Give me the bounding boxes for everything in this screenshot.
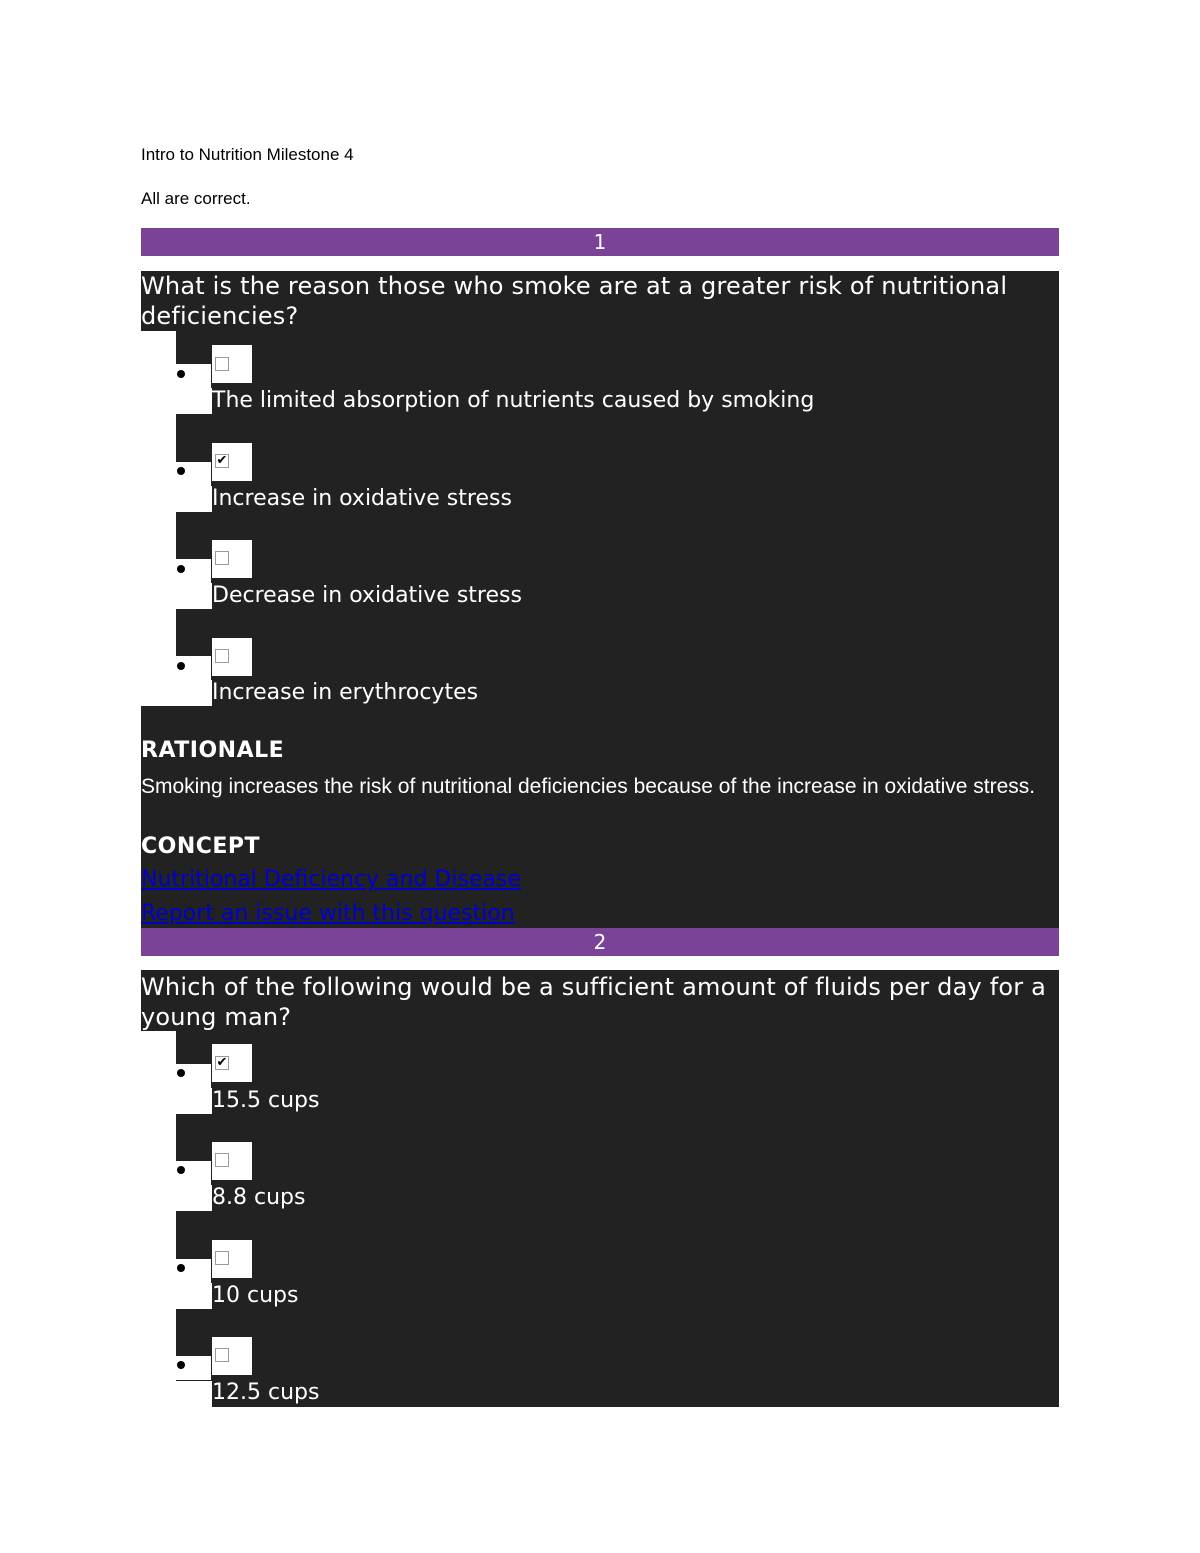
report-issue-link[interactable]: Report an issue with this question [141,901,515,926]
option-checkbox[interactable] [215,649,229,663]
option-label[interactable]: 12.5 cups [212,1380,320,1405]
bullet-icon [177,1069,185,1077]
option-label[interactable]: The limited absorption of nutrients caused by smoking [212,388,815,413]
document-title: Intro to Nutrition Milestone 4 [141,145,354,164]
bullet-icon [177,1166,185,1174]
option-checkbox[interactable] [215,1348,229,1362]
options-gutter [141,331,176,706]
option-label[interactable]: Increase in erythrocytes [212,680,479,705]
rationale-text: Smoking increases the risk of nutritional deficiencies because of the increase in oxidative stress. [141,775,1036,798]
concept-link[interactable]: Nutritional Deficiency and Disease [141,867,521,892]
document-note: All are correct. [141,189,251,208]
option-checkbox[interactable] [215,1153,229,1167]
bullet-icon [177,1264,185,1272]
question-text: Which of the following would be a sufficient amount of fluids per day for a young man? [141,973,1047,1031]
rationale-heading: RATIONALE [141,738,285,763]
option-checkbox[interactable] [215,551,229,565]
question-number-bar: 1 [141,228,1059,256]
option-label[interactable]: 15.5 cups [212,1088,320,1113]
option-label[interactable]: 8.8 cups [212,1185,306,1210]
options-gutter [141,1031,176,1407]
option-checkbox-checked[interactable]: ✔ [216,453,228,468]
option-checkbox[interactable] [215,1251,229,1265]
question-text: What is the reason those who smoke are at a greater risk of nutritional deficiencies? [141,272,1008,330]
concept-heading: CONCEPT [141,834,261,859]
option-label[interactable]: 10 cups [212,1283,299,1308]
bullet-icon [177,370,185,378]
bullet-icon [177,662,185,670]
option-checkbox-checked[interactable]: ✔ [216,1055,228,1070]
bullet-icon [177,565,185,573]
option-checkbox[interactable] [215,357,229,371]
option-label[interactable]: Decrease in oxidative stress [212,583,522,608]
question-number-bar: 2 [141,928,1059,956]
bullet-icon [177,1361,185,1369]
bullet-icon [177,467,185,475]
option-label[interactable]: Increase in oxidative stress [212,486,512,511]
